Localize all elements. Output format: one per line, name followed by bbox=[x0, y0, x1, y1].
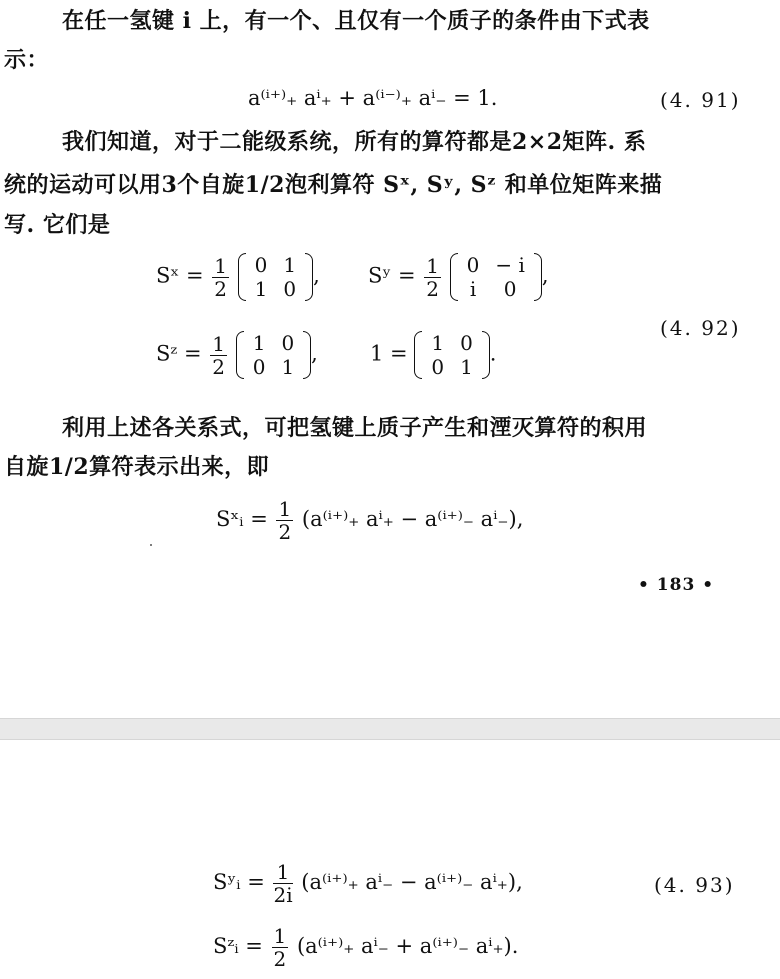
matrix-sx-equation: Sˣ = $\frac{1}{2}$ 0 1 1 0 , bbox=[156, 253, 320, 301]
identity-equation: 1 = 1 0 0 1 . bbox=[370, 331, 497, 379]
scan-speck bbox=[150, 544, 152, 546]
equation-sz-i: Sᶻᵢ = $\frac{1}{2}$ (a⁽ⁱ⁺⁾₊ aⁱ₋ + a⁽ⁱ⁺⁾₋ aⁱ₊). bbox=[213, 924, 519, 971]
equation-4-91: a⁽ⁱ⁺⁾₊ aⁱ₊ + a⁽ⁱ⁻⁾₊ aⁱ₋ = 1. bbox=[248, 86, 498, 110]
page-separator bbox=[0, 718, 780, 740]
para2-line2: 统的运动可以用3个自旋1/2泡利算符 Sˣ, Sʸ, Sᶻ 和单位矩阵来描 bbox=[4, 172, 663, 198]
matrix-sz-equation: Sᶻ = $\frac{1}{2}$ 1 0 0 1 , bbox=[156, 331, 318, 379]
identity-symbol: 1 bbox=[370, 341, 384, 366]
matrix-sy-equation: Sʸ = $\frac{1}{2}$ 0 − i i 0 , bbox=[368, 253, 549, 301]
sx-matrix: 0 1 1 0 bbox=[238, 253, 313, 301]
para3-line1: 利用上述各关系式，可把氢键上质子产生和湮灭算符的积用 bbox=[62, 415, 648, 441]
sz-symbol: Sᶻ bbox=[156, 341, 178, 366]
half-fraction: $\frac{1}{2}$ bbox=[426, 253, 439, 301]
equation-sx-i: Sˣᵢ = $\frac{1}{2}$ (a⁽ⁱ⁺⁾₊ aⁱ₊ − a⁽ⁱ⁺⁾₋ aⁱ₋), bbox=[216, 497, 524, 544]
page-number: • 183 • bbox=[638, 575, 715, 595]
page-184 bbox=[0, 740, 780, 979]
sx-symbol: Sˣ bbox=[156, 263, 180, 288]
para1-line1: 在任一氢键 i 上，有一个、且仅有一个质子的条件由下式表 bbox=[62, 8, 650, 34]
identity-matrix: 1 0 0 1 bbox=[414, 331, 489, 379]
para1-line2: 示： bbox=[4, 47, 50, 73]
para3-line2: 自旋1/2算符表示出来，即 bbox=[4, 454, 270, 480]
para2-line1: 我们知道，对于二能级系统，所有的算符都是2×2矩阵. 系 bbox=[62, 129, 647, 155]
half-fraction: $\frac{1}{2}$ bbox=[214, 253, 227, 301]
sy-symbol: Sʸ bbox=[368, 263, 392, 288]
sy-matrix: 0 − i i 0 bbox=[450, 253, 542, 301]
equation-sy-i: Sʸᵢ = $\frac{1}{2i}$ (a⁽ⁱ⁺⁾₊ aⁱ₋ − a⁽ⁱ⁺⁾₋ aⁱ₊), bbox=[213, 860, 523, 907]
equation-number-4-92: (4. 92) bbox=[660, 316, 741, 340]
para2-line3: 写. 它们是 bbox=[4, 212, 111, 238]
half-fraction: $\frac{1}{2}$ bbox=[212, 331, 226, 379]
equation-number-4-91: (4. 91) bbox=[660, 88, 741, 112]
equation-number-4-93: (4. 93) bbox=[654, 873, 735, 897]
sz-matrix: 1 0 0 1 bbox=[236, 331, 311, 379]
